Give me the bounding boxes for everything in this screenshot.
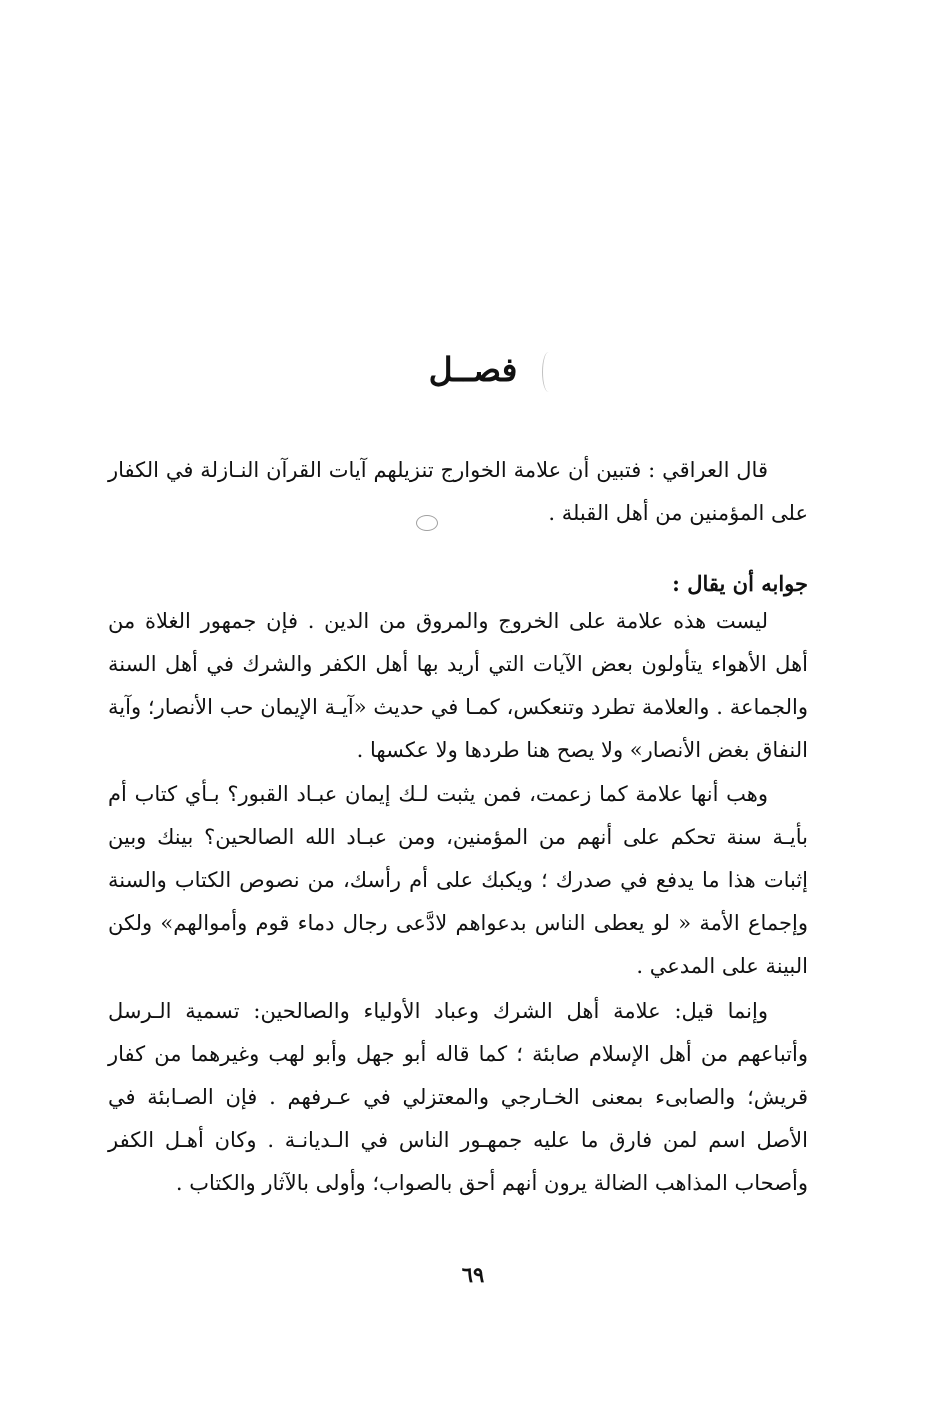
paragraph-2: وهب أنها علامة كما زعمت، فمن يثبت لـك إيمان عبـاد القبور؟ بـأي كتاب أم بأيـة سنة تحكم على أنهم من المؤمنين، ومن عبـاد الله الصالحين؟ بينك وبين إثبات هذا ما يدفع في صدرك ؛ ويكبك على أم رأسك، من نصوص الكتاب والسنة وإجماع الأمة « لو يعطى الناس بدعواهم لادَّعى رجال دماء قوم وأموالهم» ولكن البينة على المدعي . — [108, 782, 808, 978]
paragraph-3: وإنما قيل: علامة أهل الشرك وعباد الأولياء والصالحين: تسمية الـرسل وأتباعهم من أهل الإسلام صابئة ؛ كما قاله أبو جهل وأبو لهب وغيرهما من كفار قريش؛ والصابىء بمعنى الخـارجي والمعتزلي في عـرفهم . فإن الصـابئة في الأصل اسم لمن فارق ما عليه جمهـور الناس في الـديانـة . وكان أهـل الكفر وأصحاب المذاهب الضالة يرون أنهم أحق بالصواب؛ وأولى بالآثار والكتاب . — [108, 999, 808, 1195]
answer-label: جوابه أن يقال : — [672, 571, 808, 596]
chapter-heading: فصــل — [428, 350, 518, 389]
paragraph-1: ليست هذه علامة على الخروج والمروق من الدين . فإن جمهور الغلاة من أهل الأهواء يتأولون بعض الآيات التي أريد بها أهل الكفر والشرك في أهل السنة والجماعة . والعلامة تطرد وتنعكس، كمـا في حديث «آيـة الإيمان حب الأنصار؛ وآية النفاق بغض الأنصار» ولا يصح هنا طردها ولا عكسها . — [108, 609, 808, 762]
intro-paragraph: قال العراقي : فتبين أن علامة الخوارج تنزيلهم آيات القرآن النـازلة في الكفار على المؤمنين من أهل القبلة . — [108, 458, 808, 525]
ornament-icon — [416, 515, 438, 531]
page-number: ٦٩ — [461, 1262, 485, 1287]
